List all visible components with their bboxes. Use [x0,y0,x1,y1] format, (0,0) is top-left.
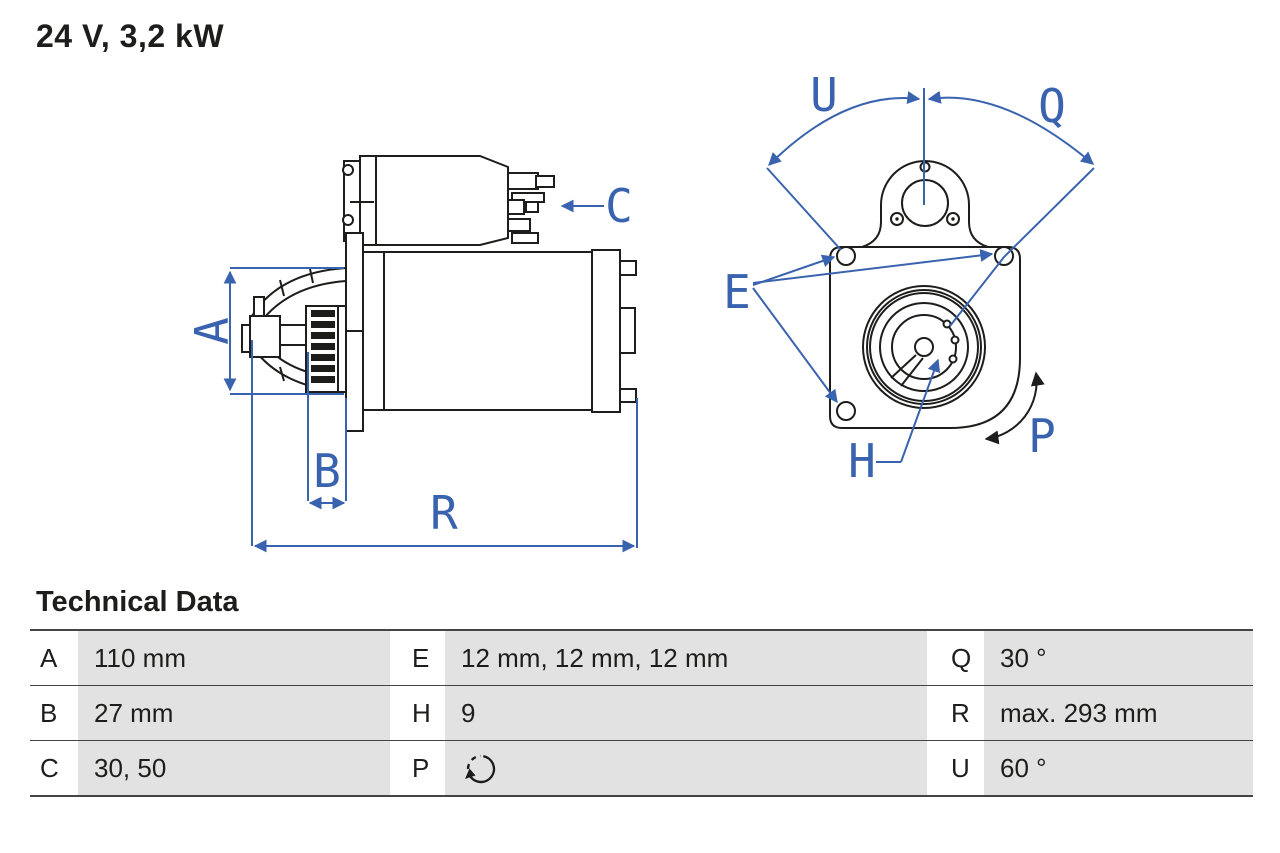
table-row [30,631,1253,686]
dim-label-r: R [430,486,458,540]
dim-label-a: A [185,317,240,345]
motor-housing [363,252,592,410]
bolt-hole-bottom-left [837,402,855,420]
starter-motor-side-view [185,156,637,548]
dim-label-c: C [605,179,633,233]
starter-motor-front-view [723,68,1094,488]
param-key: Q [927,631,984,685]
param-value: 60 ° [984,741,1253,795]
end-cap [592,250,620,412]
technical-data-table [30,629,1253,797]
shaft [280,325,308,345]
param-value: 110 mm [78,631,390,685]
param-value: 9 [445,686,927,740]
param-key: B [30,686,78,740]
param-key: H [390,686,445,740]
param-value: max. 293 mm [984,686,1253,740]
dim-label-u: U [810,68,838,122]
param-key: A [30,631,78,685]
param-value: 30, 50 [78,741,390,795]
param-key: P [390,741,445,795]
param-value: 27 mm [78,686,390,740]
solenoid-terminals [508,173,554,243]
param-key: R [927,686,984,740]
dim-label-q: Q [1038,79,1066,133]
table-row [30,686,1253,741]
rotation-direction-icon [461,747,499,789]
dim-label-b: B [313,444,341,498]
dim-label-h: H [848,434,876,488]
param-key: E [390,631,445,685]
param-key: U [927,741,984,795]
table-row [30,741,1253,797]
technical-data-heading: Technical Data [36,586,239,618]
param-value: 12 mm, 12 mm, 12 mm [445,631,927,685]
page-title: 24 V, 3,2 kW [36,18,225,54]
dim-label-e: E [723,265,751,319]
param-value: 30 ° [984,631,1253,685]
bearing-block [250,316,280,357]
dim-label-p: P [1028,409,1056,463]
param-key: C [30,741,78,795]
param-value [445,741,927,795]
pinion-gear [306,306,346,392]
solenoid-body [360,156,508,245]
dimension-c [562,179,633,233]
